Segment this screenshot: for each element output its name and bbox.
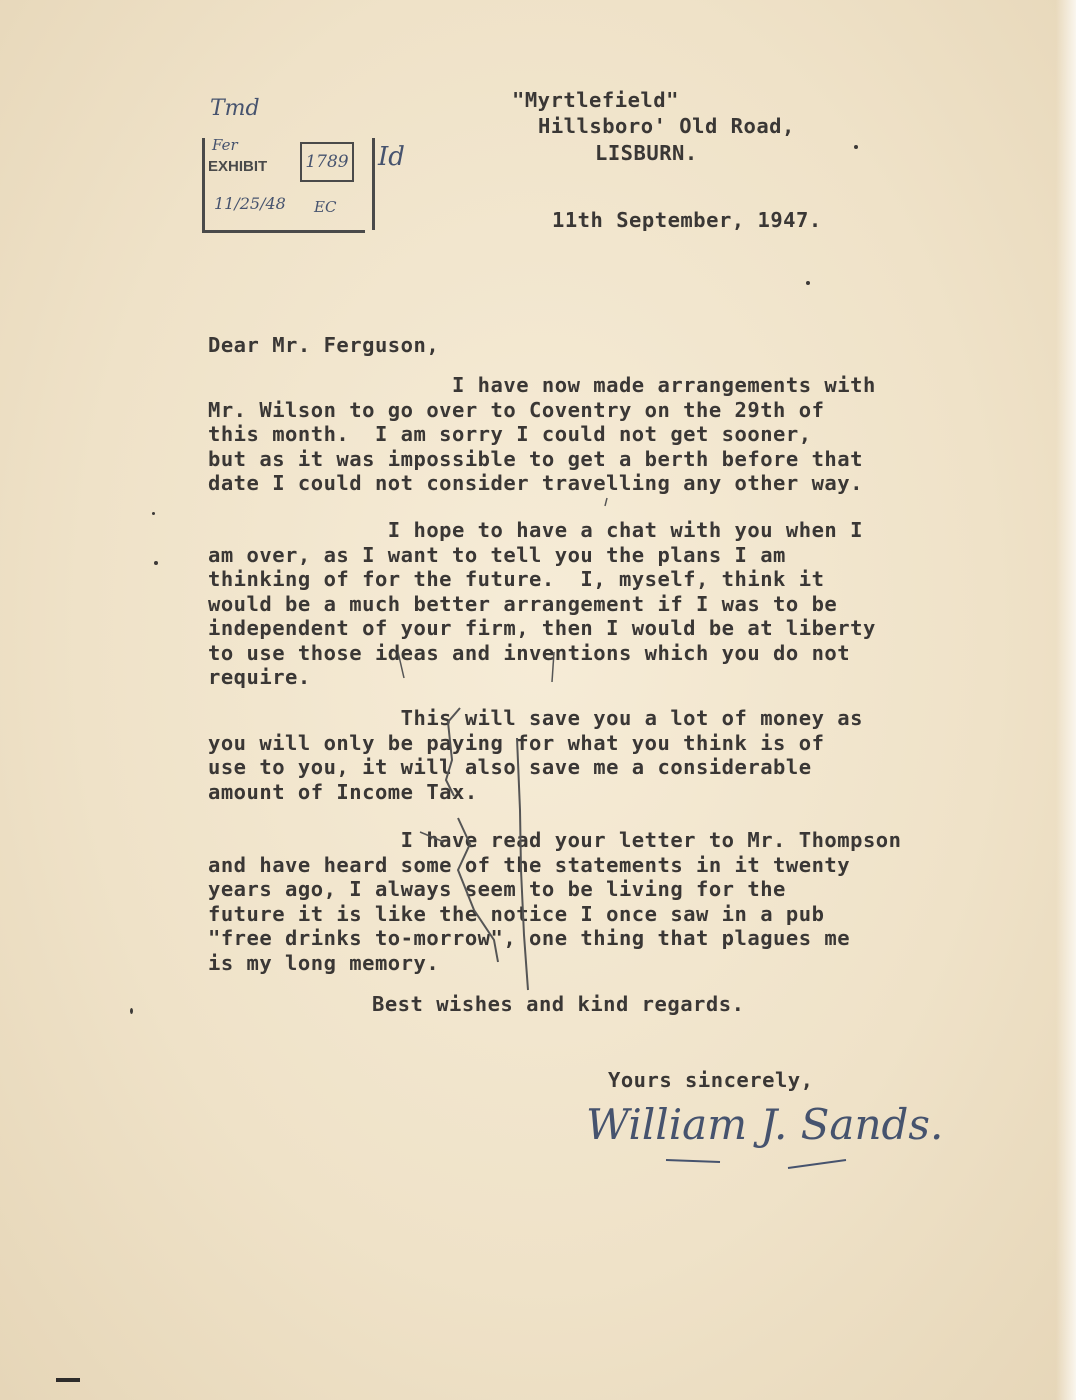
address-line-3: LISBURN. (595, 141, 698, 165)
margin-speck (154, 561, 158, 565)
margin-speck (854, 145, 858, 149)
margin-speck (806, 281, 810, 285)
body-paragraph-4: I have read your letter to Mr. Thompson and have heard some of the statements in it twenty years ago, I always seem to be living for the future it is like the notice I once saw in a pub "free drinks to-morrow", one thing that plagues me is my long memory. (208, 828, 902, 975)
body-paragraph-1: I have now made arrangements with Mr. Wilson to go over to Coventry on the 29th of this month. I am sorry I could not get sooner, but as it was impossible to get a berth before that date I could not consider travelling any other way. (208, 373, 876, 495)
exhibit-number: 1789 (300, 142, 354, 182)
handwritten-annotation-side: Id (378, 142, 405, 172)
corner-mark (56, 1378, 80, 1382)
valediction: Yours sincerely, (608, 1068, 814, 1092)
address-line-1: "Myrtlefield" (512, 88, 679, 112)
address-line-2: Hillsboro' Old Road, (538, 114, 795, 138)
stamp-fer-label: Fer (212, 136, 238, 154)
closing-line: Best wishes and kind regards. (372, 992, 745, 1016)
body-paragraph-3: This will save you a lot of money as you will only be paying for what you think is of use to you, it will also save me a considerable amount of Income Tax. (208, 706, 863, 804)
handwritten-signature (570, 1096, 944, 1186)
signature-text: William J. Sands. (586, 1100, 944, 1149)
letter-date: 11th September, 1947. (552, 208, 822, 232)
margin-speck (130, 1008, 133, 1014)
exhibit-date: 11/25/48 (214, 194, 286, 213)
exhibit-initials: EC (314, 198, 337, 216)
margin-speck (152, 512, 155, 515)
exhibit-stamp (196, 92, 436, 242)
handwritten-annotation-top: Tmd (210, 96, 260, 121)
salutation: Dear Mr. Ferguson, (208, 333, 440, 357)
body-paragraph-2: I hope to have a chat with you when I am over, as I want to tell you the plans I am thinking of for the future. I, myself, think it would be a much better arrangement if I was to be independent of your firm, then I would be at liberty to use those ideas and inventions which you do not require. (208, 518, 876, 689)
signature-underline (570, 1096, 880, 1186)
exhibit-label: EXHIBIT (208, 158, 268, 175)
page-edge (1056, 0, 1076, 1400)
